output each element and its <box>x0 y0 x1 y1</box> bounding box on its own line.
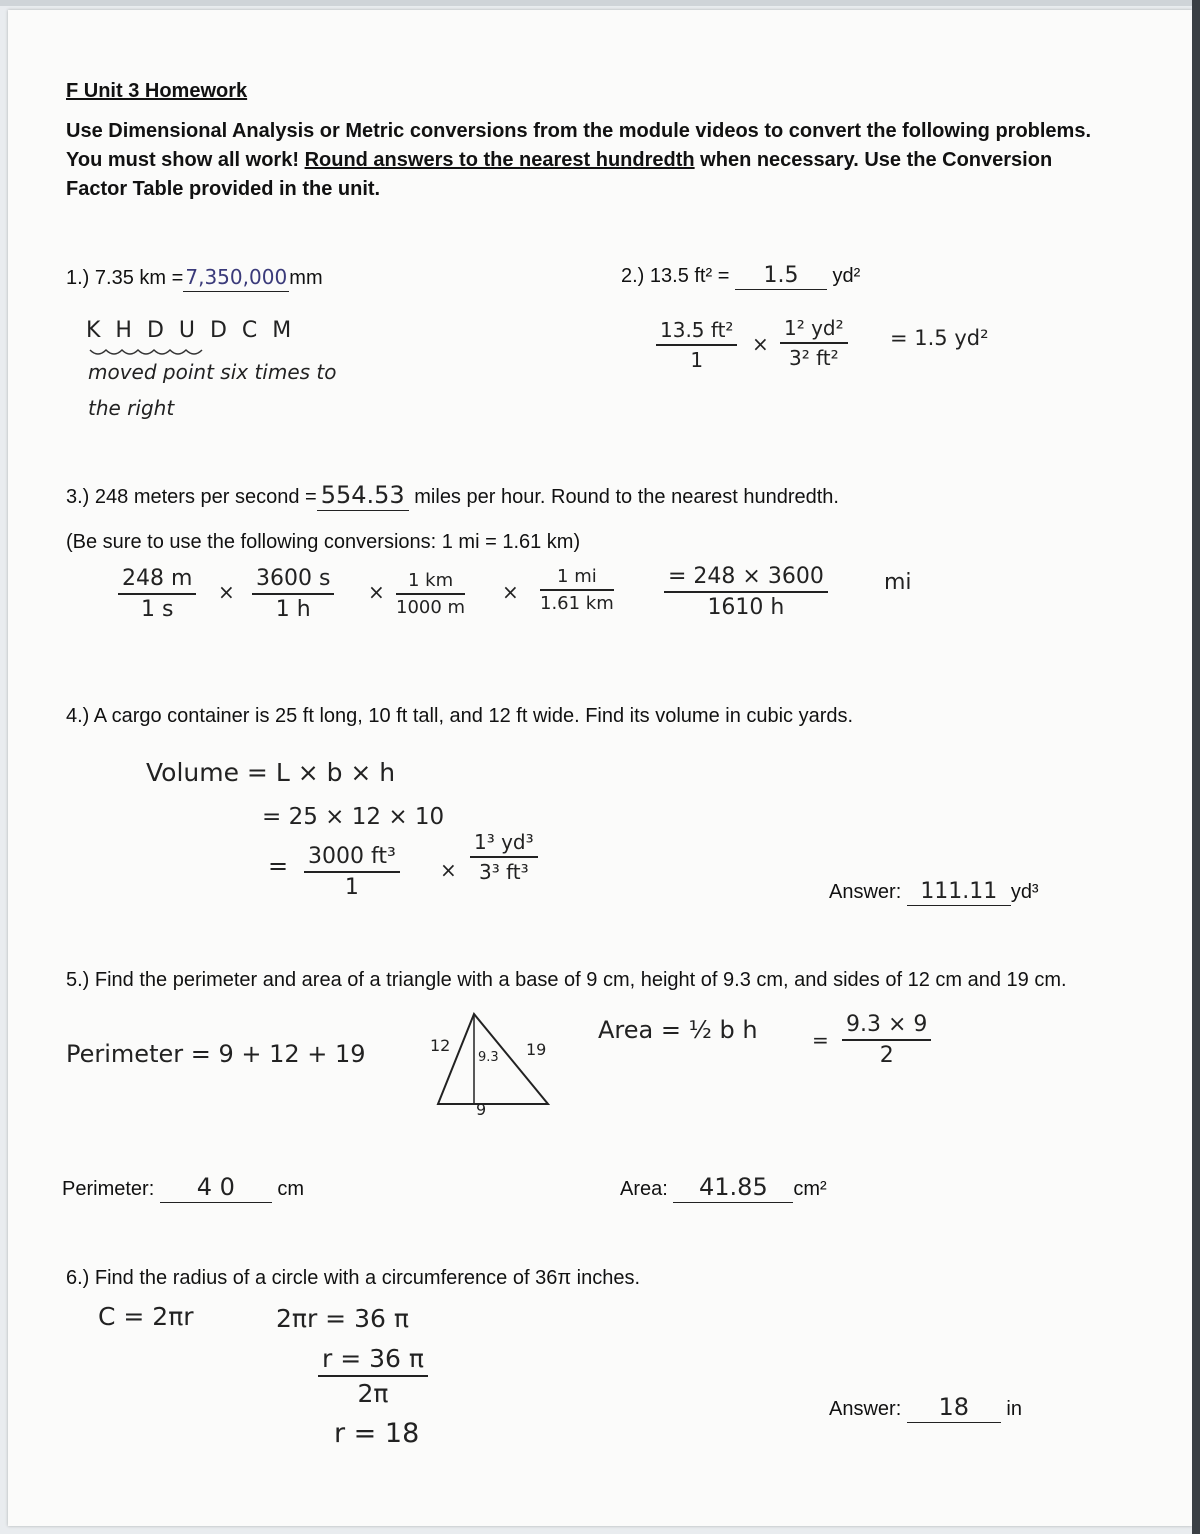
q6-answer: 18 <box>938 1393 970 1421</box>
q3-answer: 554.53 <box>320 481 405 509</box>
q3-f1-num: 248 m <box>118 566 196 595</box>
q6-answer-row <box>829 1394 1022 1424</box>
q5-perimeter-row <box>62 1174 304 1204</box>
q6-prompt: 6.) Find the radius of a circle with a circumference of 36π inches. <box>66 1267 641 1289</box>
q4-times: × <box>440 858 457 882</box>
q5-perimeter-answer: 4 0 <box>196 1173 235 1201</box>
q4-frac2-num: 1³ yd³ <box>470 830 538 858</box>
q3-f1-den: 1 s <box>140 597 174 622</box>
q5-tri-base-label: 9 <box>476 1100 487 1119</box>
q4-answer: 111.11 <box>920 879 998 904</box>
q6-work-c-num: r = 36 π <box>318 1344 428 1377</box>
q1-hop-arcs <box>86 342 266 356</box>
q3-prompt-text-b: miles per hour. Round to the nearest hundredth. <box>414 486 839 508</box>
q4-work-line2: = 25 × 12 × 10 <box>262 804 445 830</box>
q3-f5-num: = 248 × 3600 <box>664 564 828 593</box>
q3-factor-2 <box>252 566 334 622</box>
q3-factor-3 <box>396 570 465 618</box>
q2-answer: 1.5 <box>763 263 799 288</box>
q6-work-c <box>318 1344 428 1408</box>
instructions-round: Round answers to the nearest hundredth <box>304 149 695 171</box>
q5-area-eq: = <box>812 1028 829 1052</box>
page-title: F Unit 3 Homework <box>66 80 248 102</box>
q5-area-den: 2 <box>879 1043 894 1068</box>
q2-fraction-2 <box>780 316 848 370</box>
q5-prompt: 5.) Find the perimeter and area of a triangle with a base of 9 cm, height of 9.3 cm, and sides of 12 cm and 19 cm. <box>66 969 1067 991</box>
q5-area-work: Area = ½ b h <box>598 1016 758 1044</box>
q2-result: = 1.5 yd² <box>890 326 989 350</box>
q4-fraction-1 <box>304 844 400 900</box>
q1-work-line2: moved point six times to <box>88 360 337 384</box>
q6-work-b: 2πr = 36 π <box>276 1304 409 1333</box>
q3-factor-1 <box>118 566 196 622</box>
q1-work-line1: K H D U D C M <box>86 318 296 343</box>
q2-prompt <box>621 262 860 291</box>
q1-answer: 7,350,000 <box>185 265 288 289</box>
q1-answer-blank <box>183 264 289 292</box>
q4-fraction-2 <box>470 830 538 884</box>
photo-top-edge <box>0 0 1200 6</box>
q3-prompt <box>66 482 839 512</box>
q3-f4-den: 1.61 km <box>540 593 614 614</box>
q3-times-2: × <box>368 580 385 604</box>
q4-work-eq: = <box>268 852 289 880</box>
q3-note: (Be sure to use the following conversions: 1 mi = 1.61 km) <box>66 531 581 553</box>
q4-frac2-den: 3³ ft³ <box>479 860 529 884</box>
photo-right-edge <box>1192 0 1200 1534</box>
q2-frac1-den: 1 <box>690 348 704 372</box>
q2-times: × <box>752 332 769 356</box>
q2-fraction-1 <box>656 318 737 372</box>
q3-answer-blank <box>317 482 409 511</box>
q5-area-fraction <box>842 1012 931 1068</box>
q4-answer-blank <box>907 879 1011 906</box>
q4-unit: yd³ <box>1010 881 1039 903</box>
q3-result-unit: mi <box>884 570 912 595</box>
q5-tri-right-label: 19 <box>526 1040 547 1059</box>
q3-factor-4 <box>540 566 614 614</box>
q4-answer-row <box>829 878 1039 907</box>
q3-f2-den: 1 h <box>275 597 311 622</box>
q6-work-a: C = 2πr <box>98 1302 194 1331</box>
q6-work-d: r = 18 <box>334 1418 420 1449</box>
q2-answer-blank <box>735 263 827 290</box>
q5-area-answer: 41.85 <box>699 1173 768 1201</box>
q5-area-num: 9.3 × 9 <box>842 1012 931 1041</box>
q2-frac2-den: 3² ft² <box>789 346 839 370</box>
q5-area-unit: cm² <box>793 1178 827 1200</box>
q3-f2-num: 3600 s <box>252 566 334 595</box>
q4-frac1-num: 3000 ft³ <box>304 844 400 873</box>
q5-perimeter-label: Perimeter: <box>62 1178 155 1200</box>
q5-perimeter-unit: cm <box>277 1178 305 1200</box>
instructions-part-b: when necessary. Use the Conversion Factor Table provided in the unit. <box>66 149 1053 200</box>
q4-frac1-den: 1 <box>344 875 359 900</box>
q1-work-line3: the right <box>88 396 175 420</box>
q5-perimeter-work: Perimeter = 9 + 12 + 19 <box>66 1040 366 1068</box>
q3-f5-den: 1610 h <box>707 595 785 620</box>
q5-area-label: Area: <box>620 1178 668 1200</box>
q3-f3-den: 1000 m <box>396 597 466 618</box>
q6-work-c-den: 2π <box>357 1379 389 1408</box>
q3-prompt-text-a: 3.) 248 meters per second = <box>66 486 317 508</box>
instructions <box>66 117 1116 204</box>
q5-area-blank <box>673 1174 793 1203</box>
instructions-part-a: Use Dimensional Analysis or Metric conversions from the module videos to convert the following problems. You must show all work! <box>66 120 1092 171</box>
q3-f3-num: 1 km <box>396 570 465 595</box>
q4-answer-label: Answer: <box>829 881 902 903</box>
q2-prompt-text: 2.) 13.5 ft² = <box>621 265 730 287</box>
q2-frac2-num: 1² yd² <box>780 316 848 344</box>
q1-prompt-text: 1.) 7.35 km = <box>66 267 184 289</box>
q1-unit: mm <box>289 267 323 289</box>
q2-frac1-num: 13.5 ft² <box>656 318 737 346</box>
q5-perimeter-blank <box>160 1174 272 1203</box>
q1-prompt <box>66 264 323 293</box>
q6-answer-label: Answer: <box>829 1398 902 1420</box>
q5-triangle-sketch <box>428 1010 568 1122</box>
q3-f4-num: 1 mi <box>540 566 614 591</box>
q2-unit: yd² <box>832 265 861 287</box>
q3-times-1: × <box>218 580 235 604</box>
q5-tri-height-label: 9.3 <box>478 1050 499 1065</box>
q6-unit: in <box>1006 1398 1022 1420</box>
q5-area-row <box>620 1174 827 1204</box>
q4-prompt: 4.) A cargo container is 25 ft long, 10 ft tall, and 12 ft wide. Find its volume in cubic yards. <box>66 705 854 727</box>
q6-answer-blank <box>907 1394 1001 1423</box>
q3-factor-result <box>664 564 828 620</box>
q4-work-line1: Volume = L × b × h <box>146 758 396 787</box>
q3-times-3: × <box>502 580 519 604</box>
q5-tri-left-label: 12 <box>430 1036 451 1055</box>
